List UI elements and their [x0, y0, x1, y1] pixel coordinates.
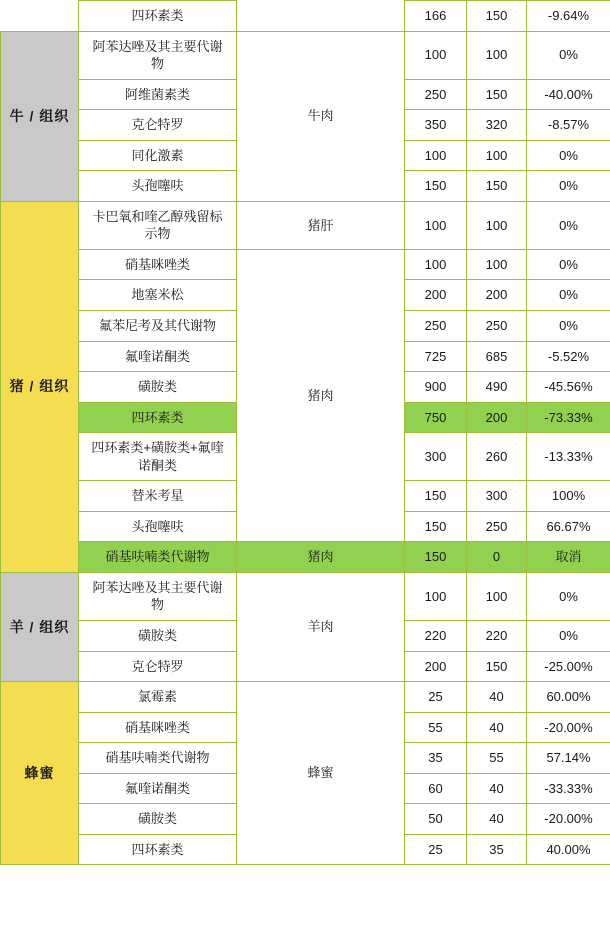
- category-cell: 蜂蜜: [1, 682, 79, 865]
- old-value-cell: 150: [405, 171, 467, 202]
- table-row: [1, 31, 610, 79]
- item-cell: 磺胺类: [79, 621, 237, 652]
- old-value-cell: 100: [405, 572, 467, 620]
- old-value-cell: 150: [405, 542, 467, 573]
- new-value-cell: 150: [467, 79, 527, 110]
- item-cell: 硝基咪唑类: [79, 712, 237, 743]
- change-rate-cell: 60.00%: [527, 682, 610, 713]
- change-rate-cell: 0%: [527, 140, 610, 171]
- old-value-cell: 100: [405, 249, 467, 280]
- old-value-cell: 350: [405, 110, 467, 141]
- old-value-cell: 750: [405, 402, 467, 433]
- old-value-cell: 60: [405, 773, 467, 804]
- old-value-cell: 55: [405, 712, 467, 743]
- item-cell: 硝基呋喃类代谢物: [79, 743, 237, 774]
- change-rate-cell: 0%: [527, 201, 610, 249]
- change-rate-cell: -40.00%: [527, 79, 610, 110]
- item-cell: 氟喹诺酮类: [79, 773, 237, 804]
- table-body: [1, 1, 610, 865]
- item-cell: 四环素类: [79, 1, 237, 32]
- new-value-cell: 150: [467, 651, 527, 682]
- item-cell: 同化激素: [79, 140, 237, 171]
- old-value-cell: 250: [405, 311, 467, 342]
- new-value-cell: 260: [467, 433, 527, 481]
- old-value-cell: 725: [405, 341, 467, 372]
- new-value-cell: 40: [467, 682, 527, 713]
- kind-cell: 羊肉: [237, 572, 405, 681]
- old-value-cell: 250: [405, 79, 467, 110]
- kind-cell: 猪肝: [237, 201, 405, 249]
- item-cell: 四环素类: [79, 834, 237, 865]
- item-cell: 四环素类+磺胺类+氟喹诺酮类: [79, 433, 237, 481]
- new-value-cell: 200: [467, 402, 527, 433]
- kind-cell: 蜂蜜: [237, 682, 405, 865]
- change-rate-cell: 0%: [527, 280, 610, 311]
- change-rate-cell: -13.33%: [527, 433, 610, 481]
- kind-cell: 牛肉: [237, 31, 405, 201]
- new-value-cell: 40: [467, 804, 527, 835]
- table-row: [1, 682, 610, 713]
- item-cell: 氟苯尼考及其代谢物: [79, 311, 237, 342]
- item-cell: 卡巴氧和喹乙醇残留标示物: [79, 201, 237, 249]
- item-cell: 替米考星: [79, 481, 237, 512]
- category-cell: 羊 / 组织: [1, 572, 79, 681]
- table-row: [1, 1, 610, 32]
- new-value-cell: 0: [467, 542, 527, 573]
- old-value-cell: 25: [405, 834, 467, 865]
- change-rate-cell: -5.52%: [527, 341, 610, 372]
- item-cell: 四环素类: [79, 402, 237, 433]
- old-value-cell: 200: [405, 651, 467, 682]
- new-value-cell: 490: [467, 372, 527, 403]
- table-row: [1, 542, 610, 573]
- change-rate-cell: 0%: [527, 31, 610, 79]
- item-cell: 硝基咪唑类: [79, 249, 237, 280]
- item-cell: 克仑特罗: [79, 110, 237, 141]
- item-cell: 氯霉素: [79, 682, 237, 713]
- change-rate-cell: 57.14%: [527, 743, 610, 774]
- new-value-cell: 55: [467, 743, 527, 774]
- kind-cell: 猪肉: [237, 249, 405, 541]
- kind-cell-empty: [237, 1, 405, 32]
- change-rate-cell: 0%: [527, 311, 610, 342]
- new-value-cell: 300: [467, 481, 527, 512]
- new-value-cell: 250: [467, 511, 527, 542]
- change-rate-cell: -9.64%: [527, 1, 610, 32]
- old-value-cell: 100: [405, 31, 467, 79]
- new-value-cell: 150: [467, 1, 527, 32]
- change-rate-cell: -20.00%: [527, 712, 610, 743]
- category-cell-empty: [1, 1, 79, 32]
- old-value-cell: 100: [405, 201, 467, 249]
- table-row: [1, 572, 610, 620]
- old-value-cell: 35: [405, 743, 467, 774]
- old-value-cell: 200: [405, 280, 467, 311]
- item-cell: 硝基呋喃类代谢物: [79, 542, 237, 573]
- category-cell: 猪 / 组织: [1, 201, 79, 572]
- change-rate-cell: 40.00%: [527, 834, 610, 865]
- item-cell: 克仑特罗: [79, 651, 237, 682]
- change-rate-cell: 0%: [527, 572, 610, 620]
- new-value-cell: 35: [467, 834, 527, 865]
- old-value-cell: 220: [405, 621, 467, 652]
- item-cell: 阿苯达唑及其主要代谢物: [79, 572, 237, 620]
- item-cell: 磺胺类: [79, 372, 237, 403]
- old-value-cell: 300: [405, 433, 467, 481]
- kind-cell: 猪肉: [237, 542, 405, 573]
- new-value-cell: 40: [467, 712, 527, 743]
- new-value-cell: 100: [467, 31, 527, 79]
- table-row: [1, 249, 610, 280]
- item-cell: 头孢噻呋: [79, 511, 237, 542]
- change-rate-cell: 66.67%: [527, 511, 610, 542]
- old-value-cell: 100: [405, 140, 467, 171]
- table-row: [1, 201, 610, 249]
- old-value-cell: 900: [405, 372, 467, 403]
- new-value-cell: 200: [467, 280, 527, 311]
- change-rate-cell: -73.33%: [527, 402, 610, 433]
- item-cell: 磺胺类: [79, 804, 237, 835]
- old-value-cell: 150: [405, 511, 467, 542]
- item-cell: 氟喹诺酮类: [79, 341, 237, 372]
- change-rate-cell: -25.00%: [527, 651, 610, 682]
- change-rate-cell: -20.00%: [527, 804, 610, 835]
- item-cell: 地塞米松: [79, 280, 237, 311]
- item-cell: 头孢噻呋: [79, 171, 237, 202]
- old-value-cell: 150: [405, 481, 467, 512]
- new-value-cell: 100: [467, 140, 527, 171]
- change-rate-cell: -45.56%: [527, 372, 610, 403]
- new-value-cell: 100: [467, 572, 527, 620]
- item-cell: 阿维菌素类: [79, 79, 237, 110]
- new-value-cell: 100: [467, 201, 527, 249]
- change-rate-cell: -8.57%: [527, 110, 610, 141]
- new-value-cell: 100: [467, 249, 527, 280]
- new-value-cell: 150: [467, 171, 527, 202]
- item-cell: 阿苯达唑及其主要代谢物: [79, 31, 237, 79]
- old-value-cell: 25: [405, 682, 467, 713]
- old-value-cell: 50: [405, 804, 467, 835]
- category-cell: 牛 / 组织: [1, 31, 79, 201]
- change-rate-cell: 100%: [527, 481, 610, 512]
- change-rate-cell: 取消: [527, 542, 610, 573]
- change-rate-cell: 0%: [527, 249, 610, 280]
- new-value-cell: 685: [467, 341, 527, 372]
- change-rate-cell: 0%: [527, 171, 610, 202]
- new-value-cell: 320: [467, 110, 527, 141]
- old-value-cell: 166: [405, 1, 467, 32]
- change-rate-cell: -33.33%: [527, 773, 610, 804]
- new-value-cell: 250: [467, 311, 527, 342]
- new-value-cell: 40: [467, 773, 527, 804]
- new-value-cell: 220: [467, 621, 527, 652]
- change-rate-cell: 0%: [527, 621, 610, 652]
